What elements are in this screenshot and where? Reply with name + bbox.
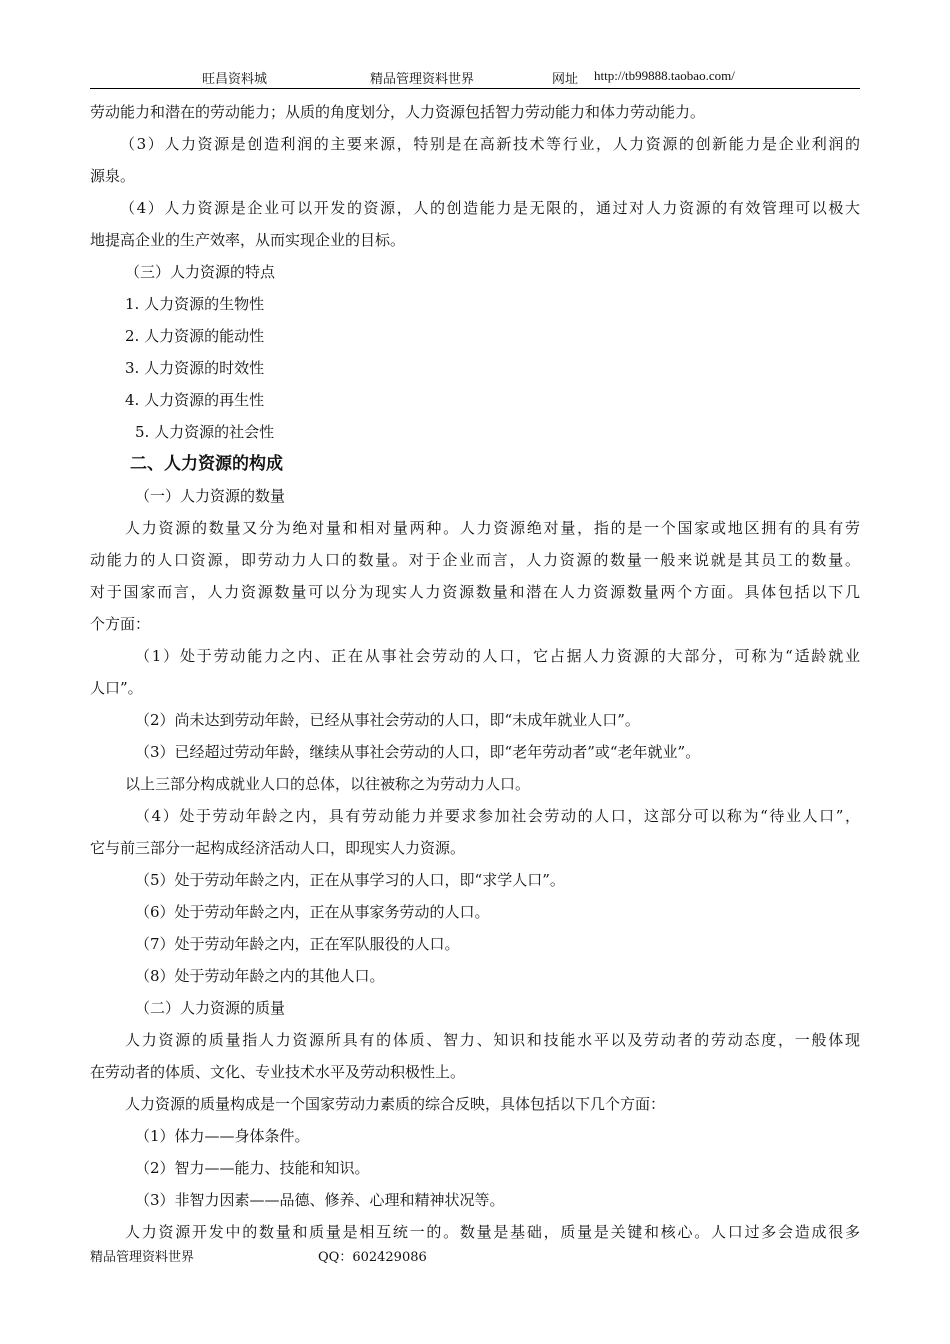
footer-qq: QQ：602429086 [318,1250,427,1265]
text-line: 源泉。 [90,167,136,185]
text-line: 在劳动者的体质、文化、专业技术水平及劳动积极性上。 [90,1063,466,1081]
text-line: （一）人力资源的数量 [135,487,286,505]
text-line: （3）已经超过劳动年龄，继续从事社会劳动的人口，即“老年劳动者”或“老年就业”。 [135,743,701,761]
text-line: 人力资源开发中的数量和质量是相互统一的。数量是基础，质量是关键和核心。人口过多会造成很多 [125,1223,860,1241]
header-brand: 精品管理资料世界 [370,72,475,87]
text-line: 动能力的人口资源，即劳动力人口的数量。对于企业而言，人力资源的数量一般来说就是其员工的数量。 [90,551,860,569]
header-site-name: 旺昌资料城 [202,72,268,87]
text-line: 以上三部分构成就业人口的总体，以往被称之为劳动力人口。 [125,775,531,793]
text-line: （1）体力——身体条件。 [135,1127,310,1145]
text-line: （7）处于劳动年龄之内，正在军队服役的人口。 [135,935,460,953]
text-line: 人力资源的数量又分为绝对量和相对量两种。人力资源绝对量，指的是一个国家或地区拥有的具有劳 [125,519,860,537]
text-line: 5. 人力资源的社会性 [135,423,275,441]
text-line: （6）处于劳动年龄之内，正在从事家务劳动的人口。 [135,903,490,921]
text-line: （2）智力——能力、技能和知识。 [135,1159,370,1177]
section-heading: 二、人力资源的构成 [130,454,283,474]
text-line: 个方面： [90,615,151,633]
text-line: 人口”。 [90,679,143,697]
text-line: 它与前三部分一起构成经济活动人口，即现实人力资源。 [90,839,466,857]
text-line: 3. 人力资源的时效性 [125,359,265,377]
footer-brand: 精品管理资料世界 [90,1250,195,1265]
page-footer [90,1246,860,1266]
text-line: 地提高企业的生产效率，从而实现企业的目标。 [90,231,406,249]
page-header [90,66,860,89]
text-line: 1. 人力资源的生物性 [125,295,265,313]
text-line: （1）处于劳动能力之内、正在从事社会劳动的人口，它占据人力资源的大部分，可称为“适龄就业 [135,647,860,665]
text-line: 2. 人力资源的能动性 [125,327,265,345]
text-line: （2）尚未达到劳动年龄，已经从事社会劳动的人口，即“未成年就业人口”。 [135,711,640,729]
text-line: （3）非智力因素——品德、修养、心理和精神状况等。 [135,1191,505,1209]
text-line: （3）人力资源是创造利润的主要来源，特别是在高新技术等行业，人力资源的创新能力是企业利润的 [120,135,860,153]
text-line: 劳动能力和潜在的劳动能力；从质的角度划分，人力资源包括智力劳动能力和体力劳动能力。 [90,103,706,121]
text-line: （5）处于劳动年龄之内，正在从事学习的人口，即“求学人口”。 [135,871,565,889]
text-line: 人力资源的质量指人力资源所具有的体质、智力、知识和技能水平以及劳动者的劳动态度，一般体现 [125,1031,860,1049]
header-url-label: 网址 [552,72,579,87]
text-line: （4）人力资源是企业可以开发的资源，人的创造能力是无限的，通过对人力资源的有效管理可以极大 [120,199,860,217]
text-line: 对于国家而言，人力资源数量可以分为现实人力资源数量和潜在人力资源数量两个方面。具体包括以下几 [90,583,860,601]
text-line: （4）处于劳动年龄之内，具有劳动能力并要求参加社会劳动的人口，这部分可以称为“待业人口”， [135,807,860,825]
text-line: 人力资源的质量构成是一个国家劳动力素质的综合反映，具体包括以下几个方面： [125,1095,666,1113]
text-line: （8）处于劳动年龄之内的其他人口。 [135,967,385,985]
text-line: 4. 人力资源的再生性 [125,391,265,409]
text-line: （二）人力资源的质量 [135,999,286,1017]
document-body [90,96,860,1248]
header-url-link[interactable]: http://tb99888.taobao.com/ [594,68,735,83]
text-line: （三）人力资源的特点 [125,263,276,281]
